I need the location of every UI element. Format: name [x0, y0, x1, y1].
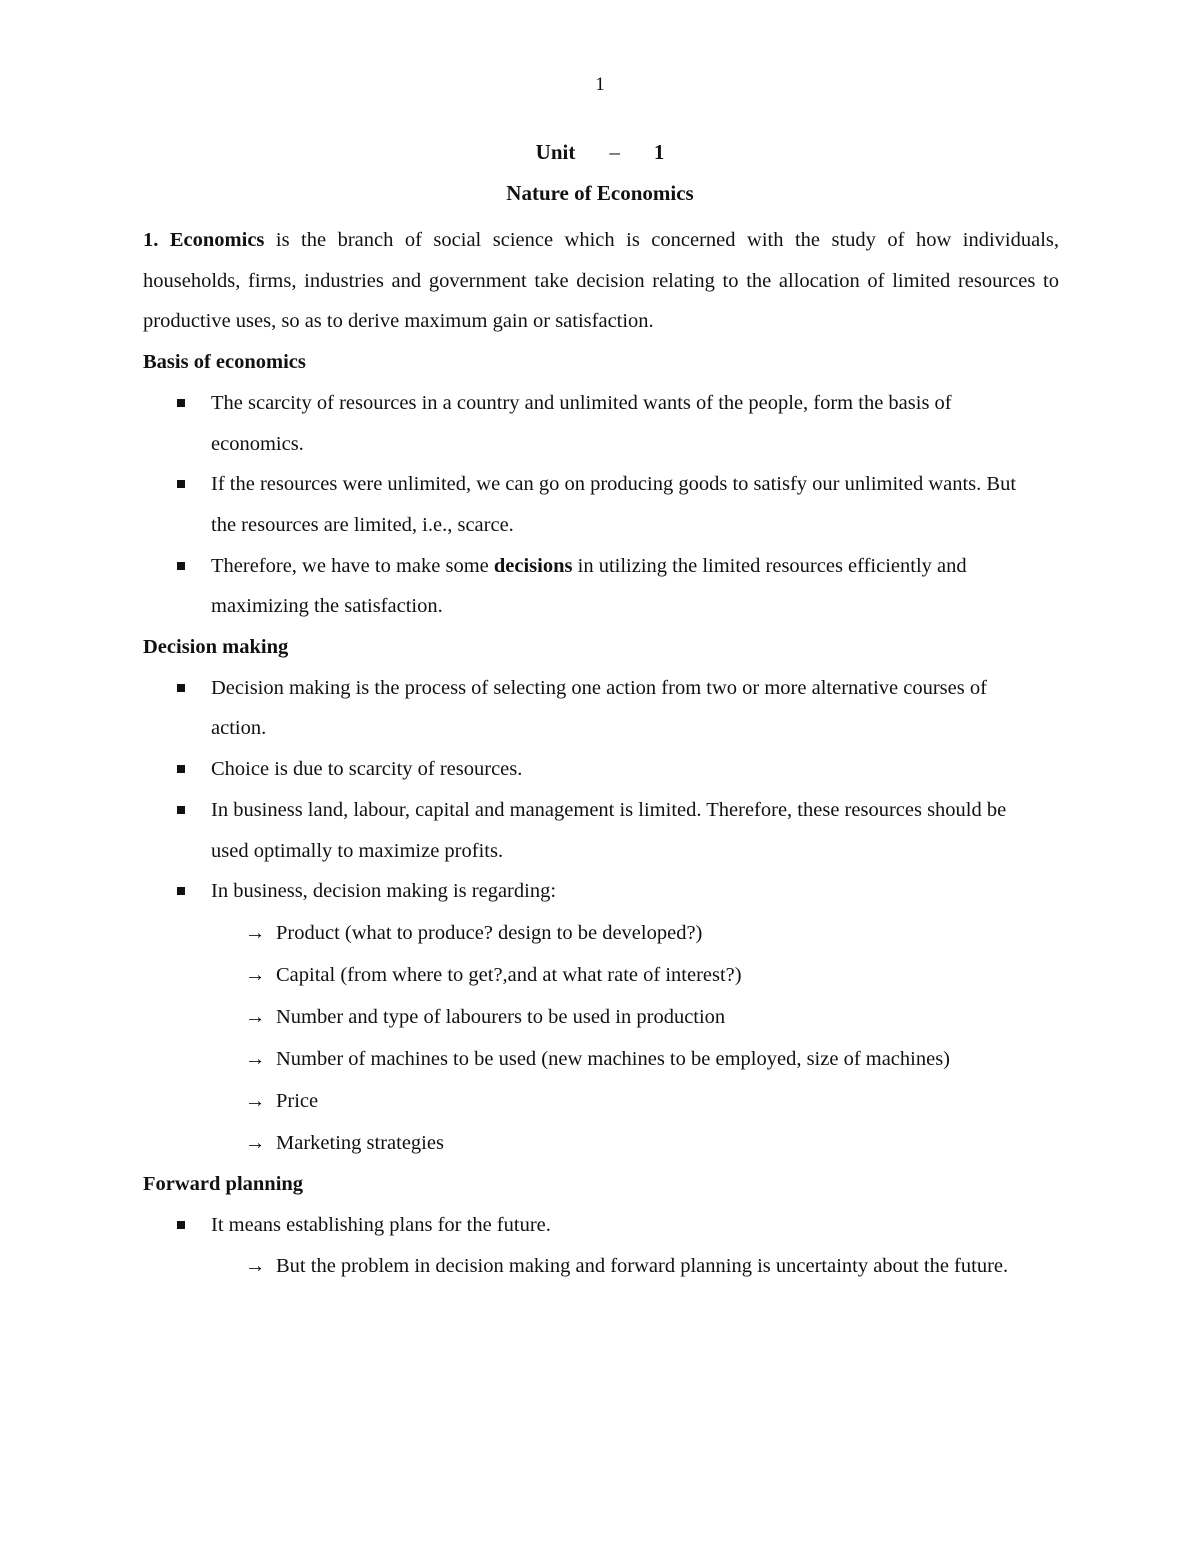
- list-item: If the resources were unlimited, we can go on producing goods to satisfy our unlimited wants. But the resources are limited, i.e., scarce.: [143, 464, 1059, 545]
- unit-heading: [0, 140, 1200, 165]
- decision-arrow-list: [143, 912, 1059, 1164]
- page-number: 1: [595, 74, 605, 95]
- bold-term: decisions: [493, 554, 573, 577]
- right-arrow-icon: →: [245, 963, 266, 986]
- list-item: The scarcity of resources in a country and unlimited wants of the people, form the basis of economics.: [143, 383, 1059, 464]
- heading-forward-planning: Forward planning: [143, 1172, 304, 1195]
- right-arrow-icon: →: [245, 1131, 266, 1154]
- arrow-item: → But the problem in decision making and forward planning is uncertainty about the future.: [143, 1245, 1059, 1287]
- arrow-item: → Marketing strategies: [143, 1122, 1059, 1164]
- list-item: It means establishing plans for the future.: [143, 1205, 1059, 1246]
- arrow-item: → Product (what to produce? design to be developed?): [143, 912, 1059, 954]
- decision-list: [143, 668, 1059, 912]
- intro-paragraph: [143, 220, 1059, 342]
- square-bullet-icon: [177, 562, 185, 570]
- square-bullet-icon: [177, 480, 185, 488]
- right-arrow-icon: →: [245, 1255, 266, 1278]
- unit-dash: –: [609, 140, 620, 164]
- square-bullet-icon: [177, 806, 185, 814]
- forward-list: [143, 1205, 1059, 1246]
- list-item: Therefore, we have to make some decisions in utilizing the limited resources efficiently and maximizing the satisfaction.: [143, 546, 1059, 627]
- unit-label: Unit: [535, 140, 576, 164]
- document-body: [143, 220, 1059, 1287]
- arrow-item: → Number and type of labourers to be used in production: [143, 996, 1059, 1038]
- arrow-item: → Price: [143, 1080, 1059, 1122]
- square-bullet-icon: [177, 887, 185, 895]
- list-item: In business, decision making is regarding:: [143, 871, 1059, 912]
- intro-number: 1.: [143, 229, 159, 251]
- square-bullet-icon: [177, 1221, 185, 1229]
- right-arrow-icon: →: [245, 1089, 266, 1112]
- heading-decision-making: Decision making: [143, 636, 289, 659]
- intro-term: Economics: [169, 229, 265, 251]
- forward-arrow-list: [143, 1245, 1059, 1287]
- square-bullet-icon: [177, 684, 185, 692]
- heading-basis: Basis of economics: [143, 351, 306, 374]
- page-title: Nature of Economics: [506, 181, 694, 205]
- list-item: In business land, labour, capital and management is limited. Therefore, these resources should be used optimally to maximize profits.: [143, 790, 1059, 871]
- list-item: Choice is due to scarcity of resources.: [143, 749, 1059, 790]
- square-bullet-icon: [177, 399, 185, 407]
- right-arrow-icon: →: [245, 1005, 266, 1028]
- unit-number: 1: [653, 140, 665, 164]
- square-bullet-icon: [177, 765, 185, 773]
- right-arrow-icon: →: [245, 1047, 266, 1070]
- arrow-item: → Number of machines to be used (new machines to be employed, size of machines): [143, 1038, 1059, 1080]
- right-arrow-icon: →: [245, 921, 266, 944]
- basis-list: [143, 383, 1059, 627]
- list-item: Decision making is the process of selecting one action from two or more alternative courses of action.: [143, 668, 1059, 749]
- intro-text: is the branch of social science which is concerned with the study of how individuals, households, firms, industries and government take decision relating to the allocation of limited resources to productive uses, so as to derive maximum gain or satisfaction.: [143, 229, 1060, 333]
- arrow-item: → Capital (from where to get?,and at what rate of interest?): [143, 954, 1059, 996]
